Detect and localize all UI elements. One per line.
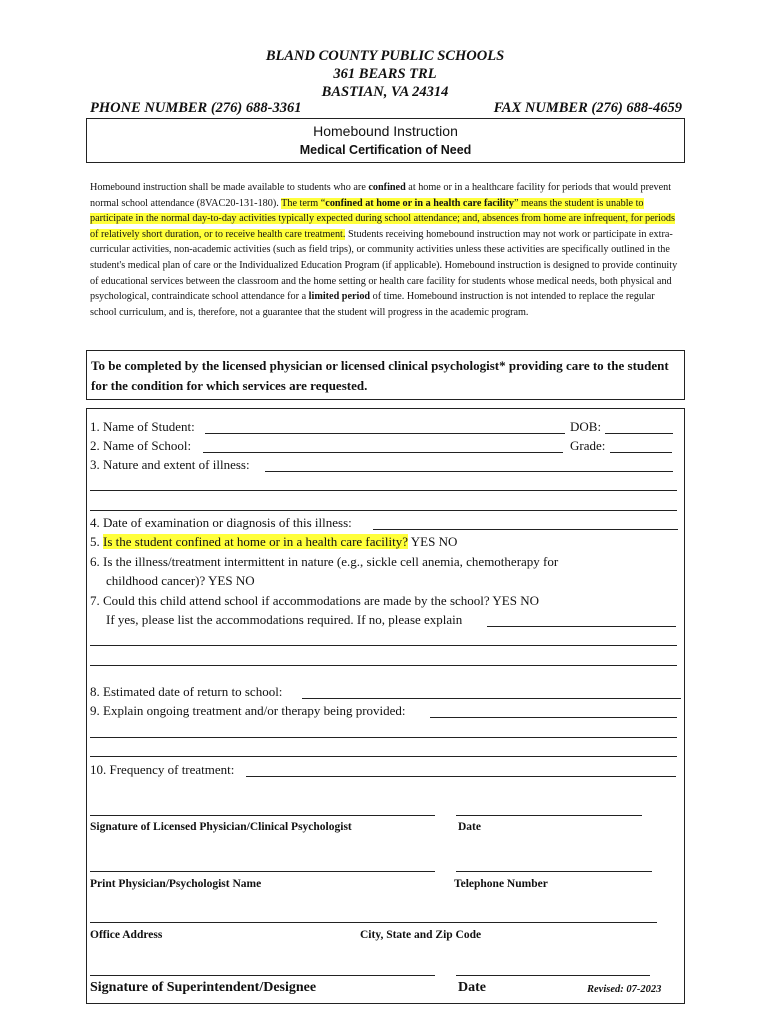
school-header [0,47,770,101]
instruction-box: To be completed by the licensed physician or licensed clinical psychologist* providing care to the student for the condition for which services are requested. [86,350,685,400]
fax-number: FAX NUMBER (276) 688-4659 [493,100,682,116]
accommodations-field-line-3[interactable] [90,665,677,666]
school-city: BASTIAN, VA 24314 [321,84,449,100]
q1-label: 1. Name of Student: [90,419,195,434]
office-address-line[interactable] [90,922,657,923]
date-label-1: Date [458,821,481,833]
school-name-field[interactable] [203,452,563,453]
illness-field[interactable] [265,471,673,472]
intro-text: of time. Homebound instruction is not intended to replace the regular school curriculum, and is, therefore, not a guarantee that the student will progress in the academic program. [90,291,655,318]
q5-number: 5. [90,534,103,549]
school-name: BLAND COUNTY PUBLIC SCHOOLS [265,48,505,64]
return-date-field[interactable] [302,698,681,699]
q10-label: 10. Frequency of treatment: [90,762,235,777]
physician-signature-line[interactable] [90,815,435,816]
form-subtitle: Medical Certification of Need [299,143,472,157]
intro-highlight-text: ” means the student is unable to participate in the normal day-to-day activities typically expected during school attendance; and, absences from home are infrequent, for periods of relatively short duration, or to receive health care treatment. [90,197,675,240]
frequency-field[interactable] [246,776,676,777]
superintendent-signature-line[interactable] [90,975,435,976]
grade-field[interactable] [610,452,672,453]
city-state-zip-label: City, State and Zip Code [360,929,482,941]
treatment-field[interactable] [430,717,677,718]
physician-signature-label: Signature of Licensed Physician/Clinical Psychologist [90,821,352,833]
telephone-line[interactable] [456,871,652,872]
q6-label: 6. Is the illness/treatment intermittent in nature (e.g., sickle cell anemia, chemotherapy for [90,554,559,569]
q7-label[interactable]: 7. Could this child attend school if accommodations are made by the school? YES NO [90,593,540,608]
accommodations-field[interactable] [487,626,676,627]
date-line-1[interactable] [456,815,642,816]
treatment-field-line-3[interactable] [90,756,677,757]
office-address-label: Office Address [90,929,163,941]
form-title: Homebound Instruction [313,123,458,139]
intro-highlight-bold: confined at home or in a health care facility [325,197,514,209]
intro-paragraph [90,180,682,320]
illness-field-line-2[interactable] [90,490,677,491]
q8-label: 8. Estimated date of return to school: [90,684,283,699]
student-name-field[interactable] [205,433,565,434]
contact-row [90,100,682,117]
title-box [86,118,685,163]
q5-options[interactable]: YES NO [408,534,458,549]
phone-number: PHONE NUMBER (276) 688-3361 [90,100,302,116]
q4-label: 4. Date of examination or diagnosis of this illness: [90,515,352,530]
exam-date-field[interactable] [373,529,678,530]
q5-question [90,534,457,550]
q9-label: 9. Explain ongoing treatment and/or therapy being provided: [90,703,406,718]
school-street: 361 BEARS TRL [333,66,437,82]
treatment-field-line-2[interactable] [90,737,677,738]
accommodations-field-line-2[interactable] [90,645,677,646]
q2-label: 2. Name of School: [90,438,192,453]
date-label-2: Date [458,980,486,995]
q6-options[interactable]: childhood cancer)? YES NO [106,573,255,588]
intro-bold-limited: limited period [308,291,371,303]
intro-text: Homebound instruction shall be made available to students who are [90,182,369,193]
print-name-line[interactable] [90,871,435,872]
q5-highlight: Is the student confined at home or in a health care facility? [103,534,409,549]
q3-label: 3. Nature and extent of illness: [90,457,250,472]
grade-label: Grade: [570,438,606,453]
date-line-2[interactable] [456,975,650,976]
print-name-label: Print Physician/Psychologist Name [90,878,262,890]
intro-text: at home or in a healthcare facility for periods that would prevent normal school attendance (8VAC20-131-180). [90,182,672,209]
superintendent-signature-label: Signature of Superintendent/Designee [90,980,317,995]
intro-bold-confined: confined [368,182,406,193]
intro-highlight-text: The term “ [281,197,326,209]
dob-field[interactable] [605,433,673,434]
revised-date: Revised: 07-2023 [587,984,662,995]
illness-field-line-3[interactable] [90,510,677,511]
dob-label: DOB: [570,419,602,434]
telephone-label: Telephone Number [454,878,548,890]
intro-text: Students receiving homebound instruction may not work or participate in extra-curricular activities, non-academic activities (such as field trips), or community activities unless these activities are specifically outlined in the student's medical plan of care or the Individualized Education Program (if applicable). Homebound instruction is designed to provide continuity of educational services between the classroom and the home setting or health care facility for students whose medical needs, both physical and psychological, contraindicate school attendance for a [90,228,678,303]
q7-explain-label: If yes, please list the accommodations required. If no, please explain [106,612,463,627]
